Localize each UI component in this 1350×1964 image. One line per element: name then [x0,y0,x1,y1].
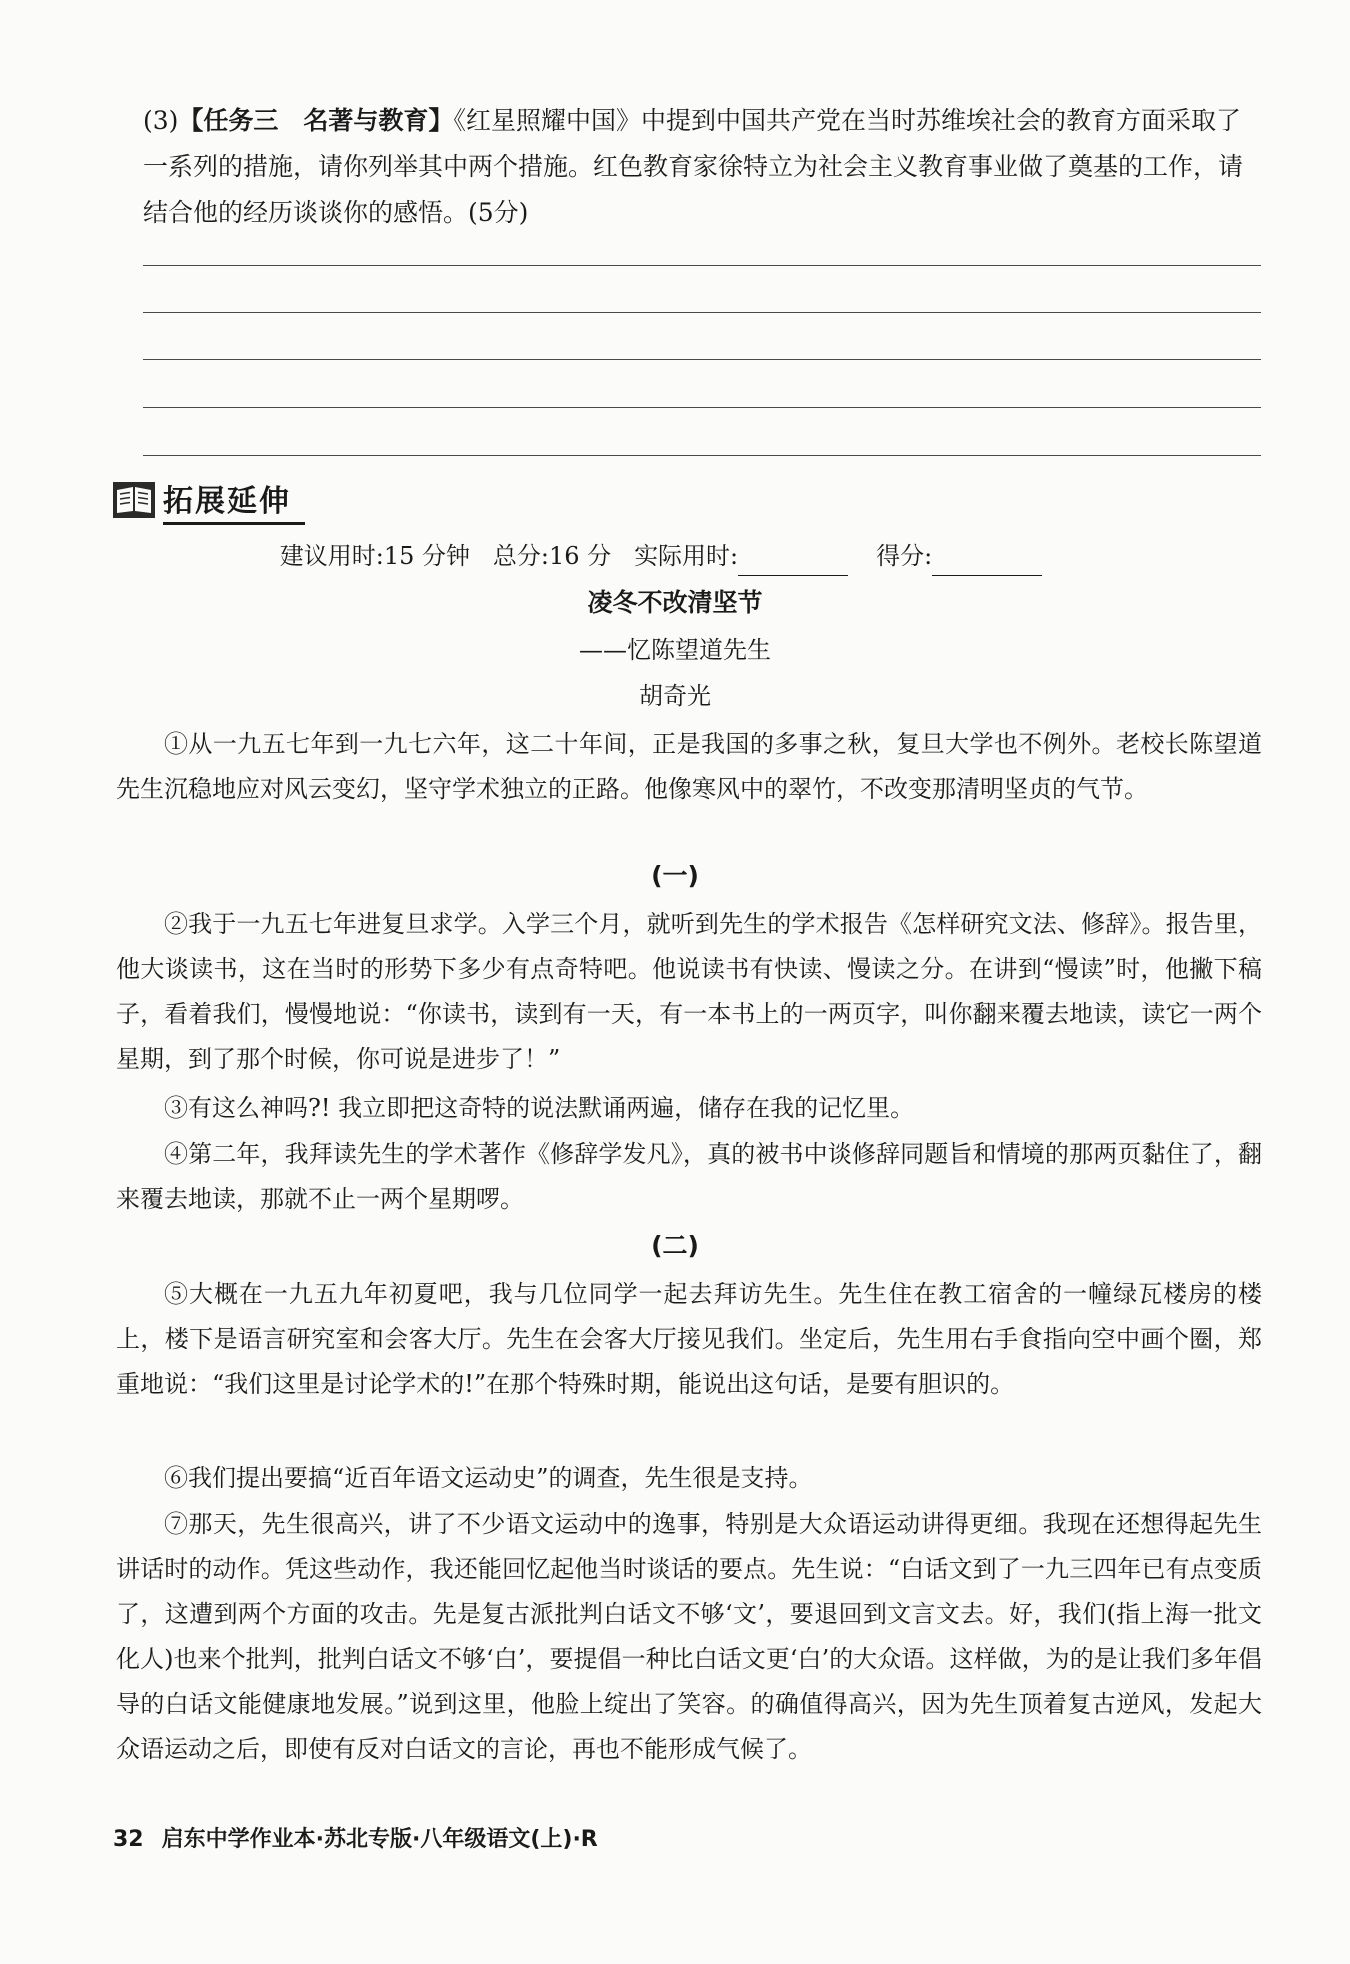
paragraph-2: ②我于一九五七年进复旦求学。入学三个月，就听到先生的学术报告《怎样研究文法、修辞》。报告里，他大谈读书，这在当时的形势下多少有点奇特吧。他说读书有快读、慢读之分。在讲到“慢读”时，他撇下稿子，看着我们，慢慢地说：“你读书，读到有一天，有一本书上的一两页字，叫你翻来覆去地读，读它一两个星期，到了那个时候，你可说是进步了！” [116,910,1262,1073]
answer-line[interactable] [143,312,1261,313]
task-prefix: (3) [143,106,179,135]
article-subtitle: ——忆陈望道先生 [579,636,771,664]
paragraph-4: ④第二年，我拜读先生的学术著作《修辞学发凡》，真的被书中谈修辞同题旨和情境的那两页黏住了，翻来覆去地读，那就不止一两个星期啰。 [116,1140,1262,1213]
task-label: 【任务三 名著与教育】 [178,106,454,135]
paragraph-7: ⑦那天，先生很高兴，讲了不少语文运动中的逸事，特别是大众语运动讲得更细。我现在还想得起先生讲话时的动作。凭这些动作，我还能回忆起他当时谈话的要点。先生说：“白话文到了一九三四年已有点变质了，这遭到两个方面的攻击。先是复古派批判白话文不够‘文’，要退回到文言文去。好，我们(指上海一批文化人)也来个批判，批判白话文不够‘白’，要提倡一种比白话文更‘白’的大众语。这样做，为的是让我们多年倡导的白话文能健康地发展。”说到这里，他脸上绽出了笑容。的确值得高兴，因为先生顶着复古逆风，发起大众语运动之后，即使有反对白话文的言论，再也不能形成气候了。 [116,1510,1262,1763]
page-number: 32 [113,1827,144,1852]
answer-line[interactable] [143,265,1261,266]
actual-time-label: 实际用时: [634,542,739,570]
section-header [113,478,305,522]
total-score: 总分:16 分 [492,542,612,570]
score-label: 得分: [876,542,933,570]
answer-line[interactable] [143,455,1261,456]
score-blank[interactable] [932,547,1042,576]
part-heading-1: (一) [651,861,699,890]
answer-line[interactable] [143,407,1261,408]
book-title: 启东中学作业本·苏北专版·八年级语文(上)·R [161,1827,598,1852]
article-author: 胡奇光 [639,682,711,710]
article-title: 凌冬不改清坚节 [587,588,763,617]
paragraph-3: ③有这么神吗?! 我立即把这奇特的说法默诵两遍，储存在我的记忆里。 [164,1094,915,1122]
paragraph-6: ⑥我们提出要搞“近百年语文运动史”的调查，先生很是支持。 [164,1464,813,1492]
actual-time-blank[interactable] [738,547,848,576]
time-info [0,536,1350,576]
section-title: 拓展延伸 [163,476,305,525]
paragraph-1: ①从一九五七年到一九七六年，这二十年间，正是我国的多事之秋，复旦大学也不例外。老校长陈望道先生沉稳地应对风云变幻，坚守学术独立的正路。他像寒风中的翠竹，不改变那清明坚贞的气节。 [116,730,1262,803]
part-heading-2: (二) [651,1231,699,1260]
suggested-time: 建议用时:15 分钟 [279,542,471,570]
task-text: 《红星照耀中国》中提到中国共产党在当时苏维埃社会的教育方面采取了一系列的措施，请你列举其中两个措施。红色教育家徐特立为社会主义教育事业做了奠基的工作，请结合他的经历谈谈你的感悟。(5分) [143,106,1244,227]
open-book-icon [113,482,155,518]
task-question [143,98,1261,236]
paragraph-5: ⑤大概在一九五九年初夏吧，我与几位同学一起去拜访先生。先生住在教工宿舍的一幢绿瓦楼房的楼上，楼下是语言研究室和会客大厅。先生在会客大厅接见我们。坐定后，先生用右手食指向空中画个圈，郑重地说：“我们这里是讨论学术的!”在那个特殊时期，能说出这句话，是要有胆识的。 [116,1280,1262,1398]
page-footer [113,1822,598,1858]
answer-line[interactable] [143,359,1261,360]
